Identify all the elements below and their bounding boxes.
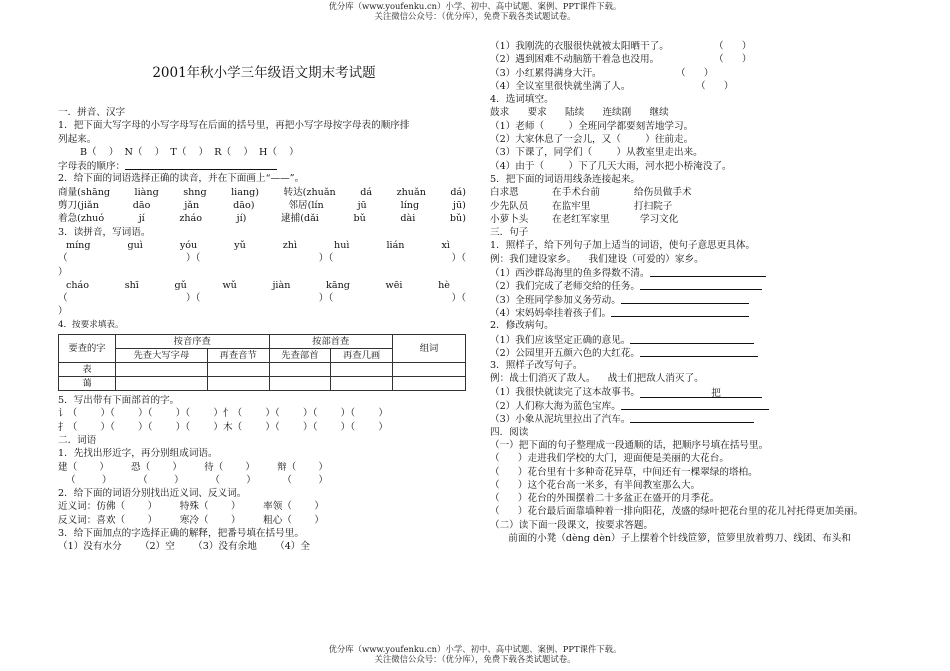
pinyin-syllable: hè — [438, 279, 450, 291]
pinyin-syllable: zhì — [282, 239, 298, 251]
section-pinyin-heading: 一．拼音、汉字 — [58, 107, 126, 118]
word-item: ） — [314, 514, 324, 526]
sub-radical: 先查部首 — [269, 349, 331, 363]
word-item: ） — [174, 474, 184, 486]
answer-blank[interactable] — [630, 333, 754, 344]
meaning-sentence-3 — [490, 67, 910, 80]
order-sentence-2[interactable]: （ ）花台里有十多种奇花异草，中间还有一棵翠绿的塔柏。 — [490, 466, 758, 478]
pinyin-item: shng — [183, 186, 207, 198]
sentence-text: （1）我们应该坚定正确的意见。 — [490, 334, 631, 346]
cell[interactable] — [207, 377, 269, 391]
bracket: ） — [378, 421, 388, 433]
pinyin-item: bǔ — [353, 213, 366, 225]
cell[interactable] — [393, 363, 466, 377]
right-column — [490, 40, 910, 545]
bracket: ）忄（ — [213, 408, 243, 420]
bracket: ）（ — [175, 421, 191, 433]
answer-blank[interactable] — [611, 306, 749, 317]
order-sentence-1[interactable]: （ ）走进我们学校的大门，迎面便是美丽的大花台。 — [490, 453, 729, 465]
meaning-options: （1）没有水分 （2）空 （3）没有余地 （4）全 — [58, 541, 310, 553]
section-sentences-heading: 三．句子 — [490, 227, 529, 239]
table-row — [59, 377, 466, 391]
pinyin-item: dài — [400, 213, 416, 225]
meaning-sentence-4 — [490, 80, 910, 93]
fill-sentence-2: （2）大家休息了一会儿，又（ ）往前走。 — [490, 134, 694, 146]
answer-blank[interactable] — [630, 412, 754, 423]
bracket-close: ） — [58, 266, 68, 278]
pinyin-syllable: wǔ — [222, 279, 237, 291]
bracket-close: ） — [58, 306, 68, 318]
sentence-text: （2）遇到困难不动脑筋干着急也没用。 — [490, 54, 660, 66]
pinyin-item: 邻居(lín — [288, 200, 324, 212]
footer-line-2: 关注微信公众号：（优分库），免费下载各类试题试卷。 — [374, 654, 576, 664]
match-item: 小萝卜头 — [490, 213, 529, 225]
pinyin-item: liang) — [231, 186, 260, 198]
col-words: 组词 — [393, 335, 466, 363]
expand-3 — [490, 293, 910, 306]
cell[interactable] — [116, 377, 208, 391]
pinyin-item: dá — [360, 186, 373, 198]
word-item: 粗心（ — [263, 514, 292, 526]
fill-words-question: 4．选词填空。 — [490, 94, 554, 106]
pinyin-item: dāo — [132, 200, 151, 212]
dictionary-lookup-table — [58, 334, 466, 391]
pinyin-item: jū) — [453, 200, 466, 212]
match-item: 学习文化 — [640, 213, 679, 225]
bracket: （ — [58, 253, 68, 265]
pinyin-syllable: huì — [334, 239, 350, 251]
pinyin-item: liàng — [134, 186, 159, 198]
bracket: ）（ — [451, 293, 466, 305]
correct-1 — [490, 333, 910, 346]
footer-line-1: 优分库（www.youfenku.cn）小学、初中、高中试题、案例、PPT课件下载。 — [328, 644, 622, 654]
word-item: ） — [172, 461, 182, 473]
pinyin-write-row-2 — [58, 279, 470, 292]
exam-title: 2001年秋小学三年级语文期末考试题 — [152, 65, 376, 81]
expand-4 — [490, 306, 910, 319]
pinyin-syllable: gǔ — [174, 279, 187, 291]
matching-row-2[interactable] — [490, 200, 910, 213]
word-item: ） — [231, 501, 241, 513]
match-item: 打扫院子 — [634, 200, 673, 212]
sentence-text: （2）公园里开五颜六色的大红花。 — [490, 347, 641, 359]
cell[interactable] — [331, 377, 393, 391]
order-sentence-5[interactable]: （ ）花台最后面靠墙种着一排向阳花，茂盛的绿叶把花台里的花儿衬托得更加美丽。 — [490, 506, 864, 518]
sentence-q3-example: 例：战士们消灭了敌人。 战士们把敌人消灭了。 — [490, 373, 704, 385]
similar-chars-row-2[interactable] — [58, 474, 328, 487]
col-radical: 按部首查 — [269, 335, 392, 349]
alphabet-order-line — [58, 159, 470, 172]
matching-row-3[interactable] — [490, 213, 910, 226]
question-1-line-b: 列起来。 — [58, 133, 97, 145]
match-item: 在监牢里 — [552, 200, 591, 212]
bracket: ）（ — [451, 253, 466, 265]
synonym-row[interactable] — [58, 500, 324, 513]
word-item: 建（ — [58, 461, 78, 473]
section-words-heading: 二．词语 — [58, 434, 97, 446]
pinyin-syllable: shī — [124, 279, 139, 291]
header-line-2: 关注微信公众号：（优分库），免费下载各类试题试卷。 — [374, 11, 576, 21]
cell[interactable] — [207, 363, 269, 377]
radical-row-2[interactable] — [58, 421, 388, 434]
fill-sentence-1: （1）老师（ ）全班同学都要刻苦地学习。 — [490, 120, 694, 132]
words-q3: 3．给下面加点的字选择正确的解释，把番号填在括号里。 — [58, 528, 304, 540]
answer-bracket[interactable]: （ ） — [676, 67, 714, 79]
match-item: 少先队员 — [490, 200, 529, 212]
bracket: ）（ — [186, 253, 201, 265]
expand-1 — [490, 266, 910, 279]
fill-sentence-3: （3）下课了，同学们（ ）从教室里走出来。 — [490, 147, 703, 159]
sub-strokes: 再查几画 — [331, 349, 393, 363]
word-item: 近义词：仿佛（ — [58, 501, 126, 513]
pinyin-item: jū — [357, 200, 367, 212]
match-item: 白求恩 — [490, 187, 519, 199]
word-item: ） — [314, 501, 324, 513]
pinyin-item: jí) — [236, 213, 247, 225]
word-item: ） — [99, 461, 109, 473]
sentence-q1: 1．照样子，给下列句子加上适当的词语，使句子意思更具体。 — [490, 240, 756, 252]
answer-blank[interactable] — [640, 279, 762, 290]
order-sentence-4[interactable]: （ ）花台的外围摆着二十多盆正在盛开的月季花。 — [490, 493, 720, 505]
pinyin-syllable: xì — [441, 239, 450, 251]
question-4: 4．按要求填表。 — [58, 319, 124, 330]
rewrite-1 — [490, 386, 910, 399]
header-line-1: 优分库（www.youfenku.cn）小学、初中、高中试题、案例、PPT课件下载。 — [328, 1, 622, 11]
sentence-q2: 2．修改病句。 — [490, 320, 554, 332]
reading-part-2: （二）读下面一段课文，按要求答题。 — [490, 519, 654, 531]
matching-question: 5．把下面的词语用线条连接起来。 — [490, 173, 641, 185]
pinyin-syllable: wēi — [385, 279, 403, 291]
question-2: 2．给下面的词语选择正确的读音，并在下面画上“——”。 — [58, 173, 305, 185]
pinyin-syllable: lián — [386, 239, 405, 251]
bracket: （ — [58, 293, 68, 305]
left-column — [58, 38, 470, 554]
cell[interactable] — [331, 363, 393, 377]
sentence-text: （1）我很快就读完了这本故事书。 — [490, 386, 641, 398]
pinyin-item: líng — [400, 200, 420, 212]
pinyin-syllable: cháo — [66, 279, 90, 291]
question-5: 5．写出带有下面部首的字。 — [58, 395, 180, 407]
sub-capital: 先查大写字母 — [116, 349, 208, 363]
pinyin-syllable: yóu — [179, 239, 198, 251]
pinyin-row-1 — [58, 186, 470, 199]
word-item: 待（ — [204, 461, 224, 473]
sentence-q1-example: 例：我们建设家乡。 我们建设（可爱的）家乡。 — [490, 253, 704, 265]
order-sentence-3[interactable]: （ ）这个花台高一米多，有半间教室那么大。 — [490, 479, 701, 491]
bracket: ）木（ — [213, 421, 243, 433]
pinyin-syllable: kāng — [326, 279, 350, 291]
page-header — [0, 1, 950, 21]
word-item: 反义词：喜欢（ — [58, 514, 126, 526]
answer-brackets-row-2[interactable] — [58, 292, 470, 305]
answer-blank[interactable] — [640, 346, 758, 357]
words-q2: 2．给下面的词语分别找出近义词、反义词。 — [58, 488, 247, 500]
word-item: ） — [231, 514, 241, 526]
bracket: ）（ — [100, 421, 115, 433]
sentence-text: （2）我们完成了老师交给的任务。 — [490, 281, 641, 293]
letter-brackets: B（ ） N（ ） T（ ） R（ ） H（ ） — [80, 146, 299, 158]
section-reading-heading: 四．阅读 — [490, 426, 529, 438]
pinyin-syllable: guì — [127, 239, 143, 251]
sentence-text: （4）全议室里很快就坐满了人。 — [490, 80, 631, 92]
answer-blank[interactable] — [621, 399, 769, 410]
pinyin-item: dāo) — [233, 200, 255, 212]
row-char: 表 — [59, 363, 116, 377]
pinyin-item: jǎn — [184, 200, 200, 212]
word-item: ） — [246, 474, 256, 486]
bracket: ）（ — [186, 293, 201, 305]
word-item: 特殊（ — [179, 501, 209, 513]
table-row — [59, 363, 466, 377]
match-item: 在手术台前 — [552, 187, 600, 199]
sentence-text: （1）西沙群岛海里的鱼多得数不清。 — [490, 268, 650, 280]
word-item: 辩（ — [277, 461, 297, 473]
pinyin-item: bǔ) — [449, 213, 466, 225]
word-item: ） — [318, 474, 328, 486]
question-1-line-a: 1．把下面大写字母的小写字母写在后面的括号里，再把小写字母按字母表的顺序排 — [58, 120, 410, 132]
pinyin-row-2 — [58, 199, 470, 212]
sentence-text: （3）全班同学参加义务劳动。 — [490, 294, 621, 306]
bracket: ）（ — [175, 408, 191, 420]
word-item: 寒冷（ — [179, 514, 209, 526]
pinyin-syllable: míng — [66, 239, 91, 251]
answer-bracket[interactable]: （ ） — [714, 41, 752, 52]
sentence-text: （1）我刚洗的衣服很快就被太阳晒干了。 — [490, 41, 669, 52]
bracket: ）（ — [138, 421, 153, 433]
sub-syllable: 再查音节 — [207, 349, 269, 363]
reading-part-1: （一）把下面的句子整理成一段通顺的话，把顺序号填在括号里。 — [490, 439, 769, 451]
pinyin-write-row-1 — [58, 239, 470, 252]
word-item: ） — [318, 461, 328, 473]
sentence-text: （3）小象从泥坑里拉出了汽车。 — [490, 414, 631, 426]
similar-chars-row-1[interactable] — [58, 461, 328, 474]
sentence-q3: 3．照样子改写句子。 — [490, 360, 583, 372]
answer-blank[interactable] — [650, 266, 766, 277]
word-item: ） — [245, 461, 255, 473]
fill-sentence-4: （4）由于（ ）下了几天大雨，河水把小桥淹没了。 — [490, 160, 732, 172]
word-item: （ — [66, 474, 76, 486]
pinyin-syllable: jiàn — [272, 279, 291, 291]
cell[interactable] — [269, 377, 331, 391]
bracket: ）（ — [138, 408, 153, 420]
word-item: ） — [147, 514, 158, 526]
rewrite-2 — [490, 399, 910, 412]
pinyin-item: zhuǎn — [396, 186, 426, 198]
bracket: ）（ — [303, 421, 318, 433]
bracket: ）（ — [265, 421, 280, 433]
alphabet-order-label: 字母表的顺序： — [58, 161, 126, 173]
reading-passage-line: 前面的小凳（dèng dèn）子上摆着个针线笸箩，笸箩里放着剪刀、线团、布头和 — [490, 532, 851, 544]
pinyin-item: dá) — [450, 186, 466, 198]
pinyin-row-3 — [58, 212, 470, 225]
expand-2 — [490, 279, 910, 292]
col-phonetic: 按音序查 — [116, 335, 270, 349]
pinyin-syllable: yǔ — [234, 239, 246, 251]
correct-2 — [490, 346, 910, 359]
bracket: ）（ — [318, 293, 334, 305]
bracket: ）（ — [318, 253, 334, 265]
sentence-text: （4）宋妈妈牵挂着孩子们。 — [490, 307, 612, 319]
cell[interactable] — [116, 363, 208, 377]
rewrite-3 — [490, 412, 910, 425]
answer-bracket[interactable]: （ ） — [696, 80, 734, 92]
word-item: （ — [138, 474, 148, 486]
answer-bracket[interactable]: （ ） — [714, 54, 752, 66]
pinyin-item: 剪刀(jiǎn — [58, 200, 99, 212]
matching-row-1[interactable] — [490, 186, 910, 199]
meaning-sentence-2 — [490, 53, 910, 66]
page-footer — [0, 644, 950, 664]
pinyin-item: jí — [138, 213, 145, 225]
bracket: ）（ — [303, 408, 318, 420]
word-item: （ — [210, 474, 220, 486]
word-options: 鼓求 要求 陆续 连续剧 继续 — [490, 107, 669, 119]
row-char: 蔼 — [59, 377, 116, 391]
antonym-row[interactable] — [58, 514, 324, 527]
bracket: 扌（ — [58, 421, 78, 433]
pinyin-item: zháo — [179, 213, 203, 225]
cell[interactable] — [269, 363, 331, 377]
word-item: （ — [282, 474, 292, 486]
cell[interactable] — [393, 377, 466, 391]
answer-brackets-row-1[interactable] — [58, 252, 470, 265]
word-item: 率领（ — [263, 501, 292, 513]
bracket: 讠（ — [58, 408, 78, 420]
word-item: ） — [102, 474, 112, 486]
meaning-sentence-1 — [490, 40, 910, 53]
bracket: ）（ — [265, 408, 280, 420]
answer-blank[interactable]: 把 — [640, 387, 762, 398]
bracket: ）（ — [100, 408, 115, 420]
radical-row-1[interactable] — [58, 407, 388, 420]
alphabet-order-blank[interactable] — [125, 159, 277, 170]
pinyin-item: 商量(shāng — [58, 186, 111, 198]
bracket: ）（ — [340, 408, 356, 420]
match-item: 在老红军家里 — [552, 213, 610, 225]
question-3: 3．读拼音，写词语。 — [58, 226, 151, 238]
answer-blank[interactable] — [621, 293, 749, 304]
word-item: ） — [147, 501, 158, 513]
match-item: 给伤员做手术 — [634, 187, 692, 199]
bracket: ） — [378, 408, 388, 420]
sentence-text: （3）小红累得满身大汗。 — [490, 67, 602, 79]
word-item: 恐（ — [131, 461, 151, 473]
col-char: 要查的字 — [59, 335, 116, 363]
bracket: ）（ — [340, 421, 356, 433]
pinyin-item: 着急(zhuó — [58, 213, 105, 225]
sentence-text: （2）人们称大海为蓝色宝库。 — [490, 401, 621, 413]
pinyin-item: 逮捕(dǎi — [281, 213, 319, 225]
words-q1: 1．先找出形近字，再分别组成词语。 — [58, 448, 218, 460]
pinyin-item: 转达(zhuǎn — [283, 186, 336, 198]
